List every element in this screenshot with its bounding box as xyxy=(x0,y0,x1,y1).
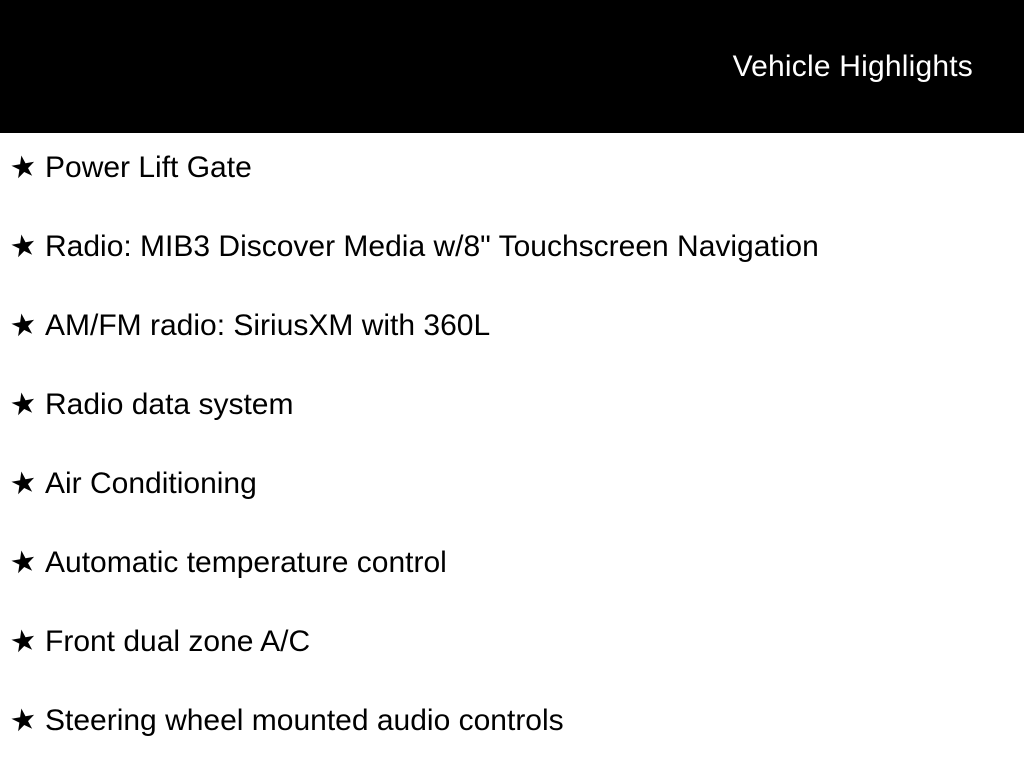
star-icon: ★ xyxy=(7,543,40,582)
header-bar xyxy=(0,0,1024,133)
highlight-label: Steering wheel mounted audio controls xyxy=(45,704,564,737)
star-icon: ★ xyxy=(7,385,40,424)
star-icon: ★ xyxy=(7,701,40,740)
highlight-label: Front dual zone A/C xyxy=(45,625,311,658)
highlight-item xyxy=(7,227,1024,308)
highlight-item xyxy=(7,543,1024,624)
star-icon: ★ xyxy=(7,464,40,503)
highlight-label: Power Lift Gate xyxy=(45,151,252,184)
highlight-label: Air Conditioning xyxy=(45,467,257,500)
star-icon: ★ xyxy=(7,622,40,661)
highlight-item xyxy=(7,464,1024,545)
page-title: Vehicle Highlights xyxy=(732,49,973,83)
highlight-item xyxy=(7,385,1024,466)
star-icon: ★ xyxy=(7,306,40,345)
highlight-label: Radio data system xyxy=(45,388,294,421)
highlight-item xyxy=(7,701,1024,782)
highlight-item xyxy=(7,148,1024,229)
star-icon: ★ xyxy=(7,227,40,266)
vehicle-highlights-list xyxy=(0,133,1024,782)
highlight-label: Radio: MIB3 Discover Media w/8" Touchscreen Navigation xyxy=(45,230,819,263)
highlight-item xyxy=(7,622,1024,703)
highlight-item xyxy=(7,306,1024,387)
highlight-label: Automatic temperature control xyxy=(45,546,447,579)
highlight-label: AM/FM radio: SiriusXM with 360L xyxy=(45,309,491,342)
star-icon: ★ xyxy=(7,148,40,187)
